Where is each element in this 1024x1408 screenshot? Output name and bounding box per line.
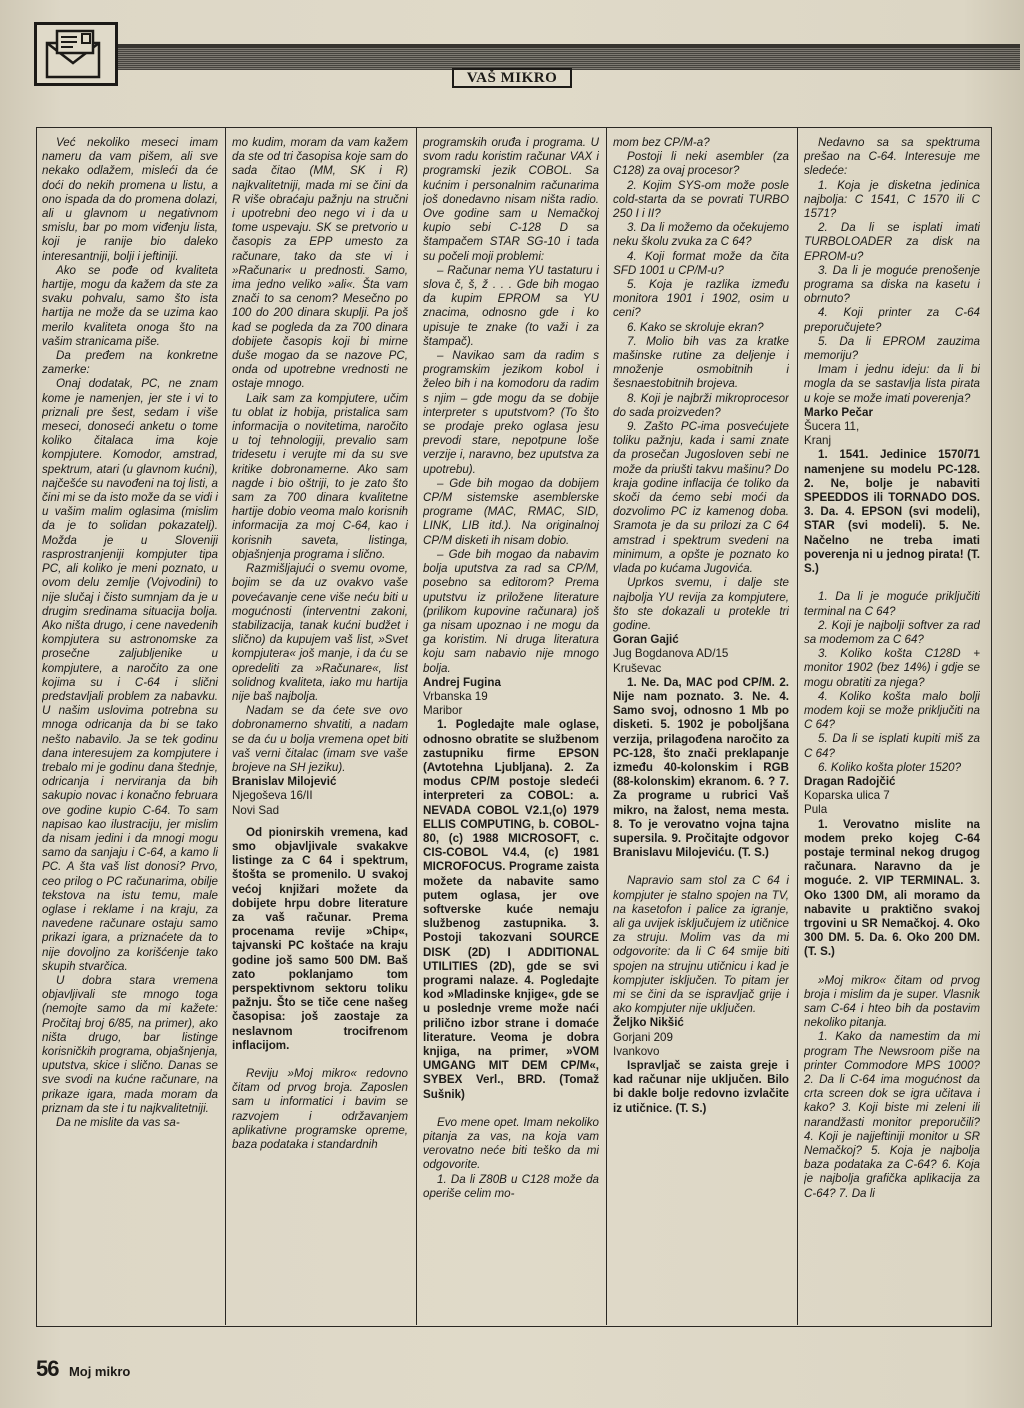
letter-address: Vrbanska 19 <box>423 689 488 703</box>
block-spacer <box>613 860 789 874</box>
text-column-5 <box>804 136 980 1322</box>
letter-address: Novi Sad <box>232 803 280 817</box>
letter-paragraph: Već nekoliko meseci imam nameru da vam pišem, ali sve nekako odlažem, misleći da će doći do nekih promena u listu, a ono ispada da do promena dolazi, ali u glavnom u negativnom smislu, bar po mom viđenju lista, koji je ranije bio daleko interesantniji, bolji i jeftiniji. <box>42 136 218 263</box>
letter-paragraph: 8. Koji je najbrži mikroprocesor do sada proizveden? <box>613 391 789 419</box>
letter-paragraph: Reviju »Moj mikro« redovno čitam od prvog broja. Zaposlen sam u informatici i bavim se razvojem i održavanjem aplikativne programske opreme, baza podataka i standardnih <box>232 1067 408 1152</box>
letter-paragraph: 1. Koja je disketna jedinica najbolja: C 1541, C 1570 ili C 1571? <box>804 178 980 221</box>
letter-paragraph: »Moj mikro« čitam od prvog broja i mislim da je super. Vlasnik sam C-64 i hteo bih da postavim nekoliko pitanja. <box>804 973 980 1030</box>
column-rule <box>416 127 417 1325</box>
letter-paragraph: 1. Kako da namestim da mi program The Newsroom piše na printer Commodore MPS 1000? 2. Da li C-64 ima mogućnost da crta screen dok se igra učitava i kako? 3. Koji biste mi zeleni ili narandžasti monitor preporučili? 4. Koji je najjeftiniji monitor u SR Nemačkoj? 5. Koja je najbolja baza podataka za C-64? 6. Koja je najbolja grafička aplikacija za C-64? 7. Da li <box>804 1030 980 1200</box>
block-spacer <box>423 1102 599 1116</box>
letter-paragraph: Nedavno sa sa spektruma prešao na C-64. Interesuje me sledeće: <box>804 136 980 178</box>
letter-paragraph: 7. Molio bih vas za kratke mašinske rutine za deljenje i množenje osmobitnih i šesnaestobitnih brojeva. <box>613 334 789 391</box>
letter-paragraph: 3. Da li možemo da očekujemo neku školu zvuka za C 64? <box>613 221 789 249</box>
letter-paragraph: 1. Da li je moguće priključiti terminal na C 64? <box>804 590 980 618</box>
letter-paragraph: Ako se pođe od kvaliteta hartije, mogu da kažem da ste za svaku pohvalu, samo što ista hartija ne može da se uzima kao merilo kvaliteta onoga što na vašim stranicama piše. <box>42 263 218 348</box>
letter-paragraph: 9. Zašto PC-ima posvećujete toliku pažnju, kada i sami znate da prosečan Jugosloven sebi ne može da priušti takvu mašinu? Do kraja godine inflacija će toliko da skoči da ćemo sebi moći da dozvolimo PC iz kamenog doba. Sramota je da su prilozi za C 64 amstrad i spektrum svedeni na minimum, a opšte je poznato ko vlada po kućama Jugovića. <box>613 420 789 576</box>
letter-paragraph: 5. Da li EPROM zauzima memoriju? <box>804 334 980 363</box>
letter-paragraph: 4. Koji format može da čita SFD 1001 u CP/M-u? <box>613 249 789 277</box>
text-column-4 <box>613 136 789 1322</box>
text-column-2 <box>232 136 408 1322</box>
editor-reply-paragraph: 1. Ne. Da, MAC pod CP/M. 2. Nije nam poznato. 3. Ne. 4. Samo svoj, odnosno 1 Mb po disketi. 5. 1902 je poboljšana verzija, prilagođena naročito za PC-128, što znači preklapanje između 40-kolonskim i RGB (88-kolonskim) ekranom. 6. ? 7. Za programe u rubrici Vaš mikro, na žalost, nema mesta. 8. To je verovatno vojna tajna supersila. 9. Pročitajte odgovor Branislavu Milojeviću. (T. S.) <box>613 675 789 860</box>
letter-paragraph: Evo mene opet. Imam nekoliko pitanja za vas, na koja vam verovatno neće biti teško da mi odgovorite. <box>423 1115 599 1172</box>
letter-paragraph: mom bez CP/M-a? <box>613 136 710 149</box>
editor-reply-paragraph: 1. Pogledajte male oglase, odnosno obratite se službenom zastupniku firme EPSON (Avtotehna Ljubljana). 2. Za modus CP/M postoje sledeći interpreteri za COBOL: a. NEVADA COBOL V2.1,(o) 1979 ELLIS COMPUTING, b. COBOL-80, (c) 1988 MICROSOFT, c. CIS-COBOL V4.4, (c) 1981 MICROFOCUS. Programe zaista možete da nabavite samo putem oglasa, jer ove softverske kuće nemaju službenog zastupnika. 3. Postoji takozvani SOURCE DISK (2D) I ADDITIONAL UTILITIES (2D), gde se svi programi nalaze. 4. Pogledajte kod »Mladinske knjige«, gde se u poslednje vreme može naći prilično izbor strane i domaće literature. Veoma je dobra knjiga, na primer, »VOM UMGANG MIT DEM CP/M«, SYBEX Verl., BRD. (Tomaž Sušnik) <box>423 718 599 1101</box>
letter-address: Šucera 11, <box>804 420 860 434</box>
letter-paragraph: 5. Koja je razlika između monitora 1901 i 1902, osim u ceni? <box>613 278 789 320</box>
editor-reply-paragraph: Od pionirskih vremena, kad smo objavljivale svakakve listinge za C 64 i spektrum, štošta se promenilo. U svakoj većoj knjižari možete da dobijete hrpu dobre literature za vaš računar. Prema procenama revije »Chip«, tajvanski PC koštaće na kraju godine još samo 500 DM. Baš zato poklanjamo tom perspektivnom sektoru toliku pažnju. Što se tiče cene našeg časopisa: još zaostaje za neslavnom trocifrenom inflacijom. <box>232 825 408 1052</box>
page-number: 56 <box>36 1356 59 1381</box>
editor-reply-paragraph: Ispravljač se zaista greje i kad računar nije uključen. Bilo bi dakle bolje redovno izvlačite iz utičnice. (T. S.) <box>613 1059 789 1115</box>
letter-address: Jug Bogdanova AD/15 <box>613 647 729 661</box>
letter-paragraph: 4. Koji printer za C-64 preporučujete? <box>804 306 980 334</box>
block-spacer <box>804 576 980 590</box>
letter-paragraph: programskih oruđa i programa. U svom radu koristim računar VAX i programski jezik COBOL. Sa kućnim i personalnim računarima još donedavno nisam ništa radio. Ove godine sam u Nemačkoj kupio sebi C-128 D sa štampačem STAR SG-10 i tada su počeli moji problemi: <box>423 136 599 263</box>
letter-paragraph: Da ne mislite da vas sa- <box>56 1116 180 1130</box>
letter-paragraph: Da pređem na konkretne zamerke: <box>42 349 218 377</box>
letter-paragraph: 5. Da li se isplati kupiti miš za C 64? <box>804 732 980 760</box>
letter-paragraph: Nadam se da ćete sve ovo dobronamerno shvatiti, a nadam se da ću u bolja vremena opet biti vaš verni čitalac (imam sve vaše brojeve na SH jeziku). <box>232 704 408 774</box>
letter-paragraph: U dobra stara vremena objavljivali ste mnogo toga (nemojte samo da mi kažete: Pročitaj broj 6/85, na primer), ako ništa drugo, bar listinge korisničkih programa, objašnjenja, uputstva, skice i slično. Danas se sve svodi na kućne računare, na prikaze igara, mada moram da priznam da ste i tu najkvalitetniji. <box>42 973 218 1115</box>
letter-paragraph: – Gde bih mogao da dobijem CP/M sistemske asemblerske programe (MAC, RMAC, SID, LINK, LIB itd.). Na originalnoj CP/M disketi ih nisam dobio. <box>423 476 599 547</box>
block-spacer <box>232 818 408 826</box>
letter-paragraph: 6. Kako se skroluje ekran? <box>627 320 764 334</box>
block-spacer <box>232 1053 408 1067</box>
header-band <box>34 48 1020 70</box>
letter-paragraph: Onaj dodatak, PC, ne znam kome je namenjen, jer ste i vi to priznali pre šest, sedam i više meseci, donoseći anketu o tome koliko čitalaca ima koje kompjutere. Komodor, amstrad, spektrum, atari (u glavnom kućni), najčešće su navođeni na toj listi, a čini mi se da isto može da se vidi i u vašim malim oglasima (mislim da je to solidan pokazatelj). Možda je u Sloveniji rasprostranjeniji kompjuter tipa PC, ali koliko je meni poznato, u ovom delu zemlje (Vojvodini) to nije slučaj i čisto sumnjam da je u drugim sredinama situacija bolja. Ako ništa drugo, i cene navedenih kompjutera su astronomske za prosečne zaljubljenike u kompjutere, a naročito za one kojima su i C-64 i slični predstavljali problem za nabavku. U našim uslovima potrebna su mnoga odricanja da bi se tako nešto nabavilo. Ja se tek godinu dana interesujem za kompjutere i trebalo mi je godinu dana štednje, odricanja i nerviranja da bih sakupio novac i konačno februara ove godine kupio C-64. To sam napisao kao ilustraciju, jer mislim da nisam jedini i da mnogi mogu samo da sanjaju i C-64, a kamo li PC. A šta vaš list donosi? Prvo, ceo prilog o PC računarima, obilje tekstova na istu temu, male oglase i reklame i na kraju, za navedene računare ostaju samo prikazi igara, a priznaćete da to nije dovoljno za korišćenje tako skupih stvarčica. <box>42 377 218 973</box>
letter-address: Kranj <box>804 434 832 448</box>
letter-paragraph: Imam i jednu ideju: da li bi mogla da se sastavlja lista pirata u koje se može imati poverenja? <box>804 363 980 405</box>
letter-address: Gorjani 209 <box>613 1030 673 1044</box>
letter-address: Kruševac <box>613 661 662 675</box>
letter-paragraph: Laik sam za kompjutere, učim tu oblat iz hobija, pristalica sam informacija o novitetima, naročito u toj tehnologiji, prevalio sam tridesetu i verujte mi da su sve kritike dobronamerne. Ako sam nagde i bio oštriji, to je zato što sam za 700 dinara kvalitetne hartije dobio veoma malo korisnih informacija za moj C-64, kao i korisnih saveta, listinga, objašnjenja programa i slično. <box>232 391 408 561</box>
letter-paragraph: Razmišljajući o svemu ovome, bojim se da uz ovakvo vaše povećavanje cene više neću biti u mogućnosti (interventni zakoni, stabilizacija, tanak kućni budžet i slično) da kupujem vaš list, »Svet kompjutera« još manje, i da ću se opredeliti za »Računare«, list solidnog kvaliteta, iako mu hartija nije baš najbolja. <box>232 562 408 703</box>
column-rule <box>225 127 226 1325</box>
letter-paragraph: 2. Da li se isplati imati TURBOLOADER za disk na EPROM-u? <box>804 221 980 263</box>
page-footer <box>36 1356 130 1382</box>
letter-signature: Branislav Milojević <box>232 775 337 789</box>
text-column-1 <box>42 136 218 1322</box>
letter-signature: Dragan Radojčić <box>804 774 896 788</box>
letter-paragraph: 1. Da li Z80B u C128 može da operiše celim mo- <box>423 1172 599 1200</box>
editor-reply-paragraph: 1. Verovatno mislite na modem preko kojeg C-64 postaje terminal nekog drugog računara. Naravno da je moguće. 2. VIP TERMINAL. 3. Oko 1300 DM, ali moramo da nabavite u praktično svakoj trgovini u SR Nemačkoj. 4. Oko 300 DM. 5. Da. 6. Oko 200 DM. (T. S.) <box>804 817 980 959</box>
text-column-3 <box>423 136 599 1322</box>
editor-reply-paragraph: 1. 1541. Jedinice 1570/71 namenjene su modelu PC-128. 2. Ne, bolje je nabaviti SPEEDDOS ili TORNADO DOS. 3. Da. 4. EPSON (svi modeli), STAR (svi modeli). 5. Ne. Načelno ne treba imati poverenja ni u jednog pirata! (T. S.) <box>804 448 980 576</box>
letter-signature: Željko Nikšić <box>613 1016 684 1030</box>
letter-paragraph: Napravio sam stol za C 64 i kompjuter je stalno spojen na TV, na kasetofon i palice za igranje, ali ga uvijek isključujem iz utičnice za struju. Molim vas da mi odgovorite: da li C 64 smije biti spojen na strujnu utičnicu i kad je kompjuter isključen. To pitam jer mi se čini da se ispravljač grije i ako kompjuter nije uključen. <box>613 874 789 1016</box>
letter-address: Pula <box>804 803 828 817</box>
letter-signature: Marko Pečar <box>804 405 873 419</box>
letter-paragraph: 6. Koliko košta ploter 1520? <box>818 760 962 774</box>
letter-signature: Goran Gajić <box>613 633 679 647</box>
letter-envelope-icon <box>43 29 109 81</box>
magazine-name: Moj mikro <box>68 1364 131 1379</box>
letter-paragraph: Postoji li neki asembler (za C128) za ovaj procesor? <box>613 150 789 178</box>
letter-address: Maribor <box>423 704 463 718</box>
section-logo <box>34 22 118 86</box>
letter-paragraph: mo kudim, moram da vam kažem da ste od tri časopisa koje sam do sada čitao (MM, SK i R) najkvalitetniji, mada mi se čini da R više obraćaju pažnju na stručni i upotrebni deo nego vi i da u tome uspevaju. SK se pretvorio u časopis za EPP umesto za računare, tako da ste vi i »Računari« u prednosti. Samo, ima jedno veliko »ali«. Šta vam znači to sa cenom? Mesečno po 100 do 200 dinara skuplji. Pa još kad se pogleda da za 700 dinara dobijete časopis koji bi mirne duše mogao da se nazove PC, onda od upotrebne vrednosti ne ostaje mnogo. <box>232 136 408 391</box>
letter-address: Ivankovo <box>613 1044 660 1058</box>
letter-paragraph: 2. Kojim SYS-om može posle cold-starta da se povrati TURBO 250 I i II? <box>613 178 789 221</box>
block-spacer <box>804 960 980 974</box>
letter-paragraph: – Gde bih mogao da nabavim bolja uputstva za rad sa CP/M, posebno sa editorom? Prema uputstvu iz priložene literature (prilikom kupovine računara) još ga nisam upoznao i ne mogu da ga koristim. Ni druga literatura koju sam nabavio nije mnogo bolja. <box>423 547 599 675</box>
letter-paragraph: 3. Koliko košta C128D + monitor 1902 (bez 14%) i gdje se mogu obratiti za njega? <box>804 647 980 689</box>
letter-paragraph: Uprkos svemu, i dalje ste najbolja YU revija za kompjutere, što ste dokazali u protekle tri godine. <box>613 576 789 632</box>
letter-paragraph: 2. Koji je najbolji softver za rad sa modemom za C 64? <box>804 618 980 646</box>
column-rule <box>797 127 798 1325</box>
letter-signature: Andrej Fugina <box>423 675 501 689</box>
letter-paragraph: 3. Da li je moguće prenošenje programa sa diska na kasetu i obrnuto? <box>804 263 980 306</box>
letter-paragraph: – Navikao sam da radim s programskim jezikom kobol i želeo bih i na komodoru da radim s njim – gde mogu da se dobije interpreter s uputstvom? (To što se prodaje preko oglasa jesu prevodi stare, nepotpune loše verzije i, naravno, bez uputstva za upotrebu). <box>423 349 599 476</box>
letter-address: Koparska ulica 7 <box>804 789 890 803</box>
letter-paragraph: 4. Koliko košta malo bolji modem koji se može priključiti na C 64? <box>804 689 980 732</box>
letter-paragraph: – Računar nema YU tastaturu i slova č, š, ž . . . Gde bih mogao da kupim EPROM sa YU znacima, odnosno gde i ko upisuje te znake (to važi i za štampač). <box>423 263 599 348</box>
column-rule <box>606 127 607 1325</box>
section-title: VAŠ MIKRO <box>452 68 572 88</box>
letter-address: Njegoševa 16/II <box>232 789 313 803</box>
